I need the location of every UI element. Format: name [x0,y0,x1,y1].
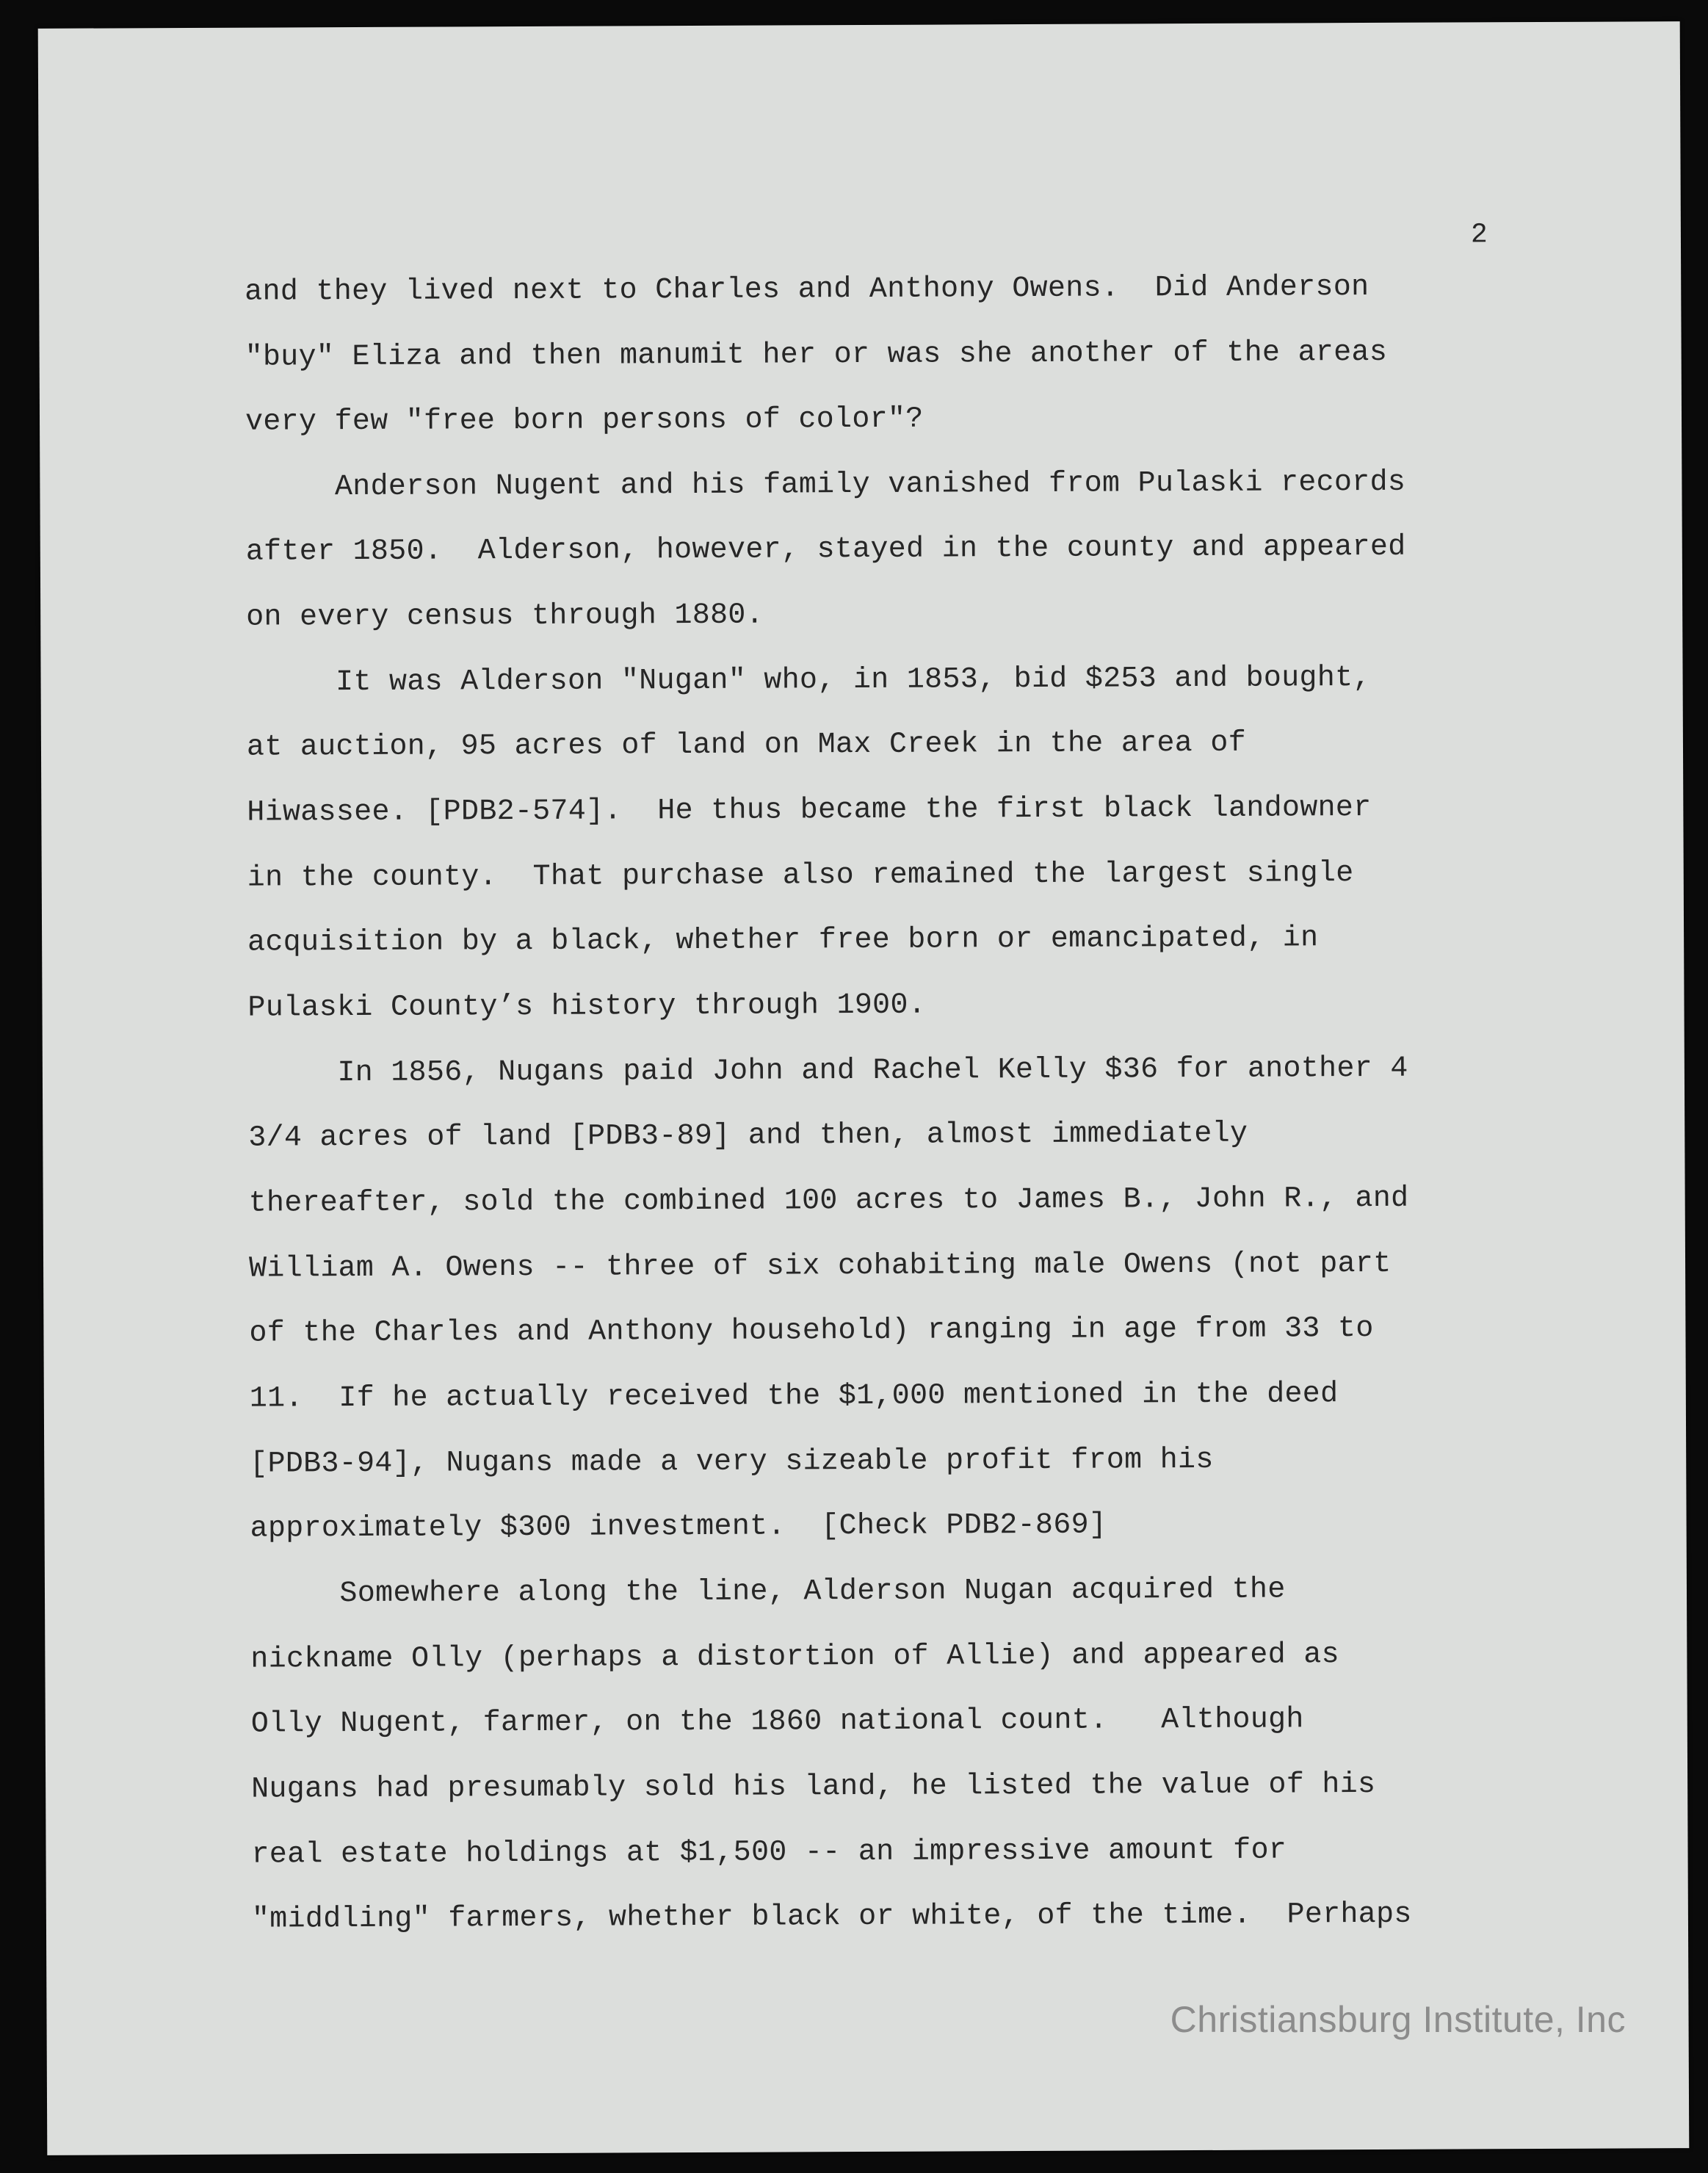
text-line: In 1856, Nugans paid John and Rachel Kelly $36 for another 4 [247,1052,1408,1091]
text-line: Anderson Nugent and his family vanished from Pulaski records [245,466,1406,505]
text-line: real estate holdings at $1,500 -- an impressive amount for [251,1834,1287,1872]
text-line: approximately $300 investment. [Check PDB2-869] [250,1508,1107,1546]
watermark: Christiansburg Institute, Inc [1170,1999,1626,2040]
text-line: of the Charles and Anthony household) ranging in age from 33 to [249,1312,1374,1351]
text-line: "buy" Eliza and then manumit her or was she another of the areas [245,336,1388,375]
text-line: after 1850. Alderson, however, stayed in the county and appeared [245,530,1406,569]
text-line: on every census through 1880. [246,599,764,634]
text-line: It was Alderson "Nugan" who, in 1853, bid $253 and bought, [246,661,1371,700]
text-line: William A. Owens -- three of six cohabiting male Owens (not part [248,1247,1392,1286]
document-page [38,21,1690,2155]
text-line: Pulaski County’s history through 1900. [247,988,927,1025]
text-line: very few "free born persons of color"? [245,402,924,439]
text-line: and they lived next to Charles and Anthony Owens. Did Anderson [245,270,1369,309]
text-line: Somewhere along the line, Alderson Nugan acquired the [250,1573,1286,1611]
text-line: 3/4 acres of land [PDB3-89] and then, almost immediately [248,1117,1248,1155]
text-line: "middling" farmers, whether black or white, of the time. Perhaps [251,1898,1412,1937]
text-line: acquisition by a black, whether free born or emancipated, in [247,922,1319,960]
text-line: Nugans had presumably sold his land, he listed the value of his [251,1768,1376,1807]
text-line: 11. If he actually received the $1,000 mentioned in the deed [249,1378,1339,1416]
text-line: [PDB3-94], Nugans made a very sizeable profit from his [250,1443,1214,1481]
page-number: 2 [1470,219,1488,251]
text-line: in the county. That purchase also remained the largest single [247,857,1354,895]
text-line: Olly Nugent, farmer, on the 1860 national count. Although [250,1703,1304,1741]
text-line: Hiwassee. [PDB2-574]. He thus became the first black landowner [247,791,1372,830]
text-line: at auction, 95 acres of land on Max Creek in the area of [246,726,1247,764]
text-line: nickname Olly (perhaps a distortion of Allie) and appeared as [250,1638,1340,1677]
text-line: thereafter, sold the combined 100 acres to James B., John R., and [248,1182,1409,1221]
